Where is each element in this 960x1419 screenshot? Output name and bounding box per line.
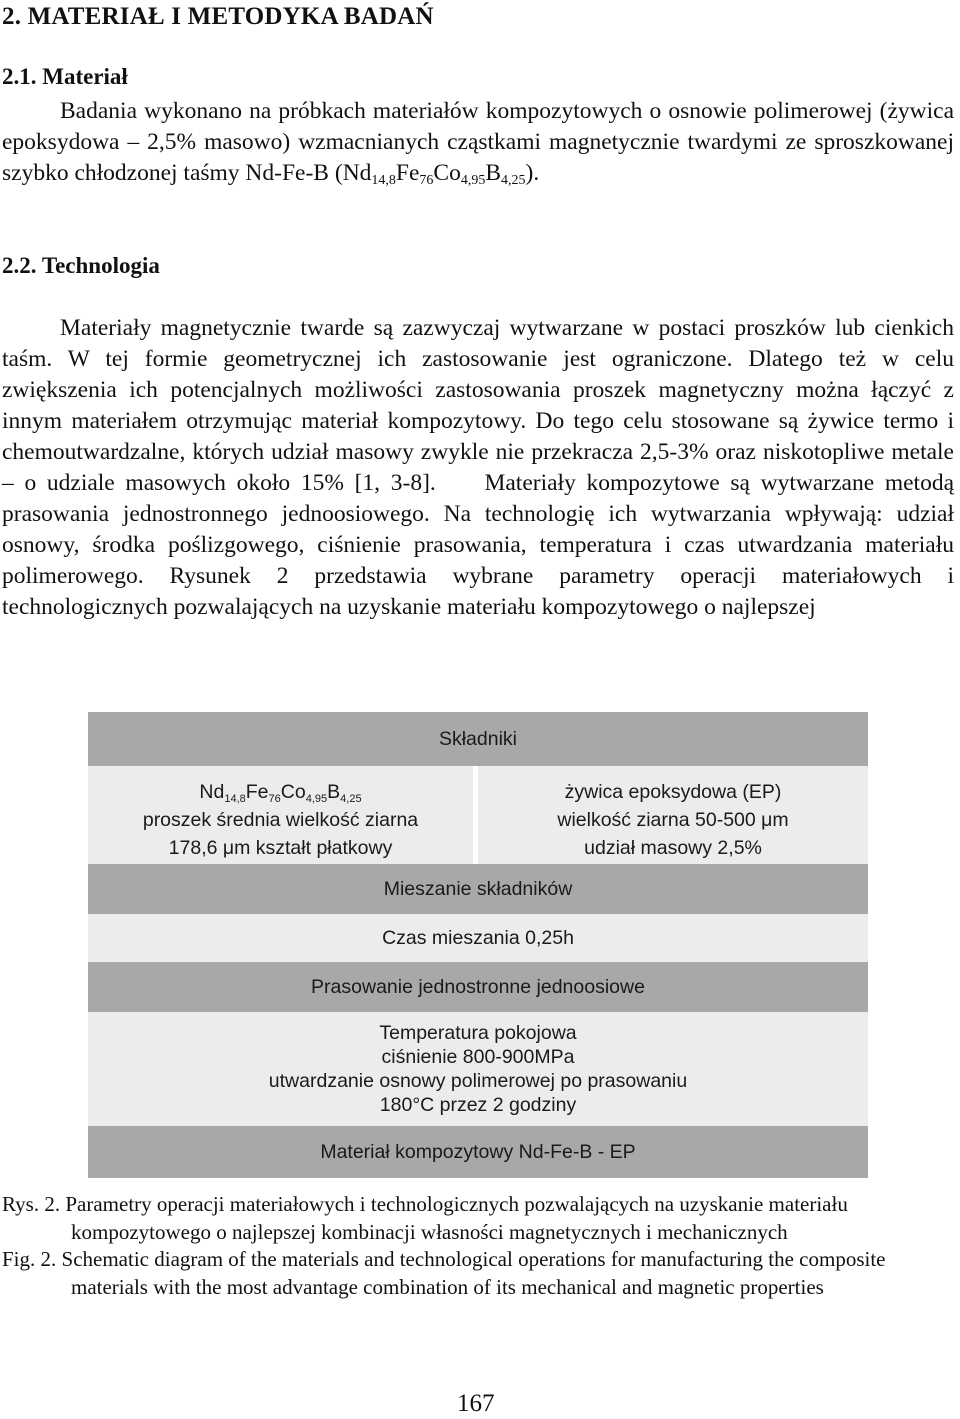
caption-polish bbox=[2, 1190, 960, 1246]
diagram-component-epoxy bbox=[478, 766, 868, 874]
paragraph-material-text: Badania wykonano na próbkach materiałów kompozytowych o osnowie polimerowej (żywica epoksydowa – 2,5% masowo) wzmacnianych cząstkami magnetycznie twardymi ze sproszkowanej szybko chłodzonej taśmy Nd-Fe-B ( bbox=[2, 98, 954, 186]
diagram-pressing: Prasowanie jednostronne jednoosiowe bbox=[88, 962, 868, 1012]
param-line-3: utwardzanie osnowy polimerowej po prasowaniu bbox=[268, 1070, 688, 1092]
ndfeb-line-3: 178,6 μm kształt płatkowy bbox=[168, 837, 393, 859]
formula-nd: Nd bbox=[342, 160, 372, 186]
paragraph-material bbox=[2, 96, 954, 189]
ndfeb-co-sub: 4,95 bbox=[305, 793, 328, 805]
caption-english-line-1: Schematic diagram of the materials and technological operations for manufacturing the composite bbox=[61, 1247, 886, 1271]
ndfeb-b: B bbox=[327, 781, 341, 803]
diagram-header: Składniki bbox=[88, 712, 868, 766]
diagram-result: Materiał kompozytowy Nd-Fe-B - EP bbox=[88, 1126, 868, 1178]
caption-english-label: Fig. 2. bbox=[2, 1247, 57, 1271]
paragraph-technology-text-2: Materiały kompozytowe są wytwarzane metodą prasowania jednostronnego jednoosiowego. Na technologię ich wytwarzania wpływają: udział osnowy, środka poślizgowego, ciśnienie prasowania, temperatura i czas utwardzania materiału polimerowego. Rysunek 2 przedstawia wybrane parametry operacji materiałowych i technologicznych pozwalających na uzyskanie materiału kompozytowego o najlepszej bbox=[2, 470, 955, 620]
param-line-1: Temperatura pokojowa bbox=[379, 1022, 577, 1044]
paragraph-technology bbox=[2, 313, 954, 623]
page-number: 167 bbox=[457, 1390, 495, 1417]
diagram-mixing: Mieszanie składników bbox=[88, 864, 868, 914]
ndfeb-formula bbox=[143, 778, 418, 806]
process-diagram bbox=[88, 712, 868, 1178]
subsection-title-material: 2.1. Materiał bbox=[2, 64, 128, 89]
ndfeb-co: Co bbox=[280, 781, 306, 803]
param-line-2: ciśnienie 800-900MPa bbox=[381, 1046, 575, 1068]
formula-co-sub: 4,95 bbox=[460, 173, 486, 188]
epoxy-line-3: udział masowy 2,5% bbox=[584, 837, 762, 859]
formula-end: ). bbox=[525, 160, 540, 186]
caption-english bbox=[2, 1245, 960, 1301]
section-title: 2. MATERIAŁ I METODYKA BADAŃ bbox=[2, 3, 434, 30]
param-line-4: 180°C przez 2 godziny bbox=[379, 1094, 577, 1116]
formula-co: Co bbox=[433, 160, 461, 186]
formula-nd-sub: 14,8 bbox=[371, 173, 396, 188]
formula-fe: Fe bbox=[395, 160, 420, 186]
caption-polish-line-2: kompozytowego o najlepszej kombinacji własności magnetycznych i mechanicznych bbox=[71, 1220, 788, 1244]
ndfeb-fe: Fe bbox=[245, 781, 269, 803]
formula-fe-sub: 76 bbox=[419, 173, 434, 188]
diagram-component-ndfeb bbox=[88, 766, 473, 874]
subsection-title-technology: 2.2. Technologia bbox=[2, 253, 160, 278]
caption-english-line-2: materials with the most advantage combination of its mechanical and magnetic properties bbox=[71, 1275, 824, 1299]
ndfeb-b-sub: 4,25 bbox=[340, 793, 362, 805]
caption-polish-label: Rys. 2. bbox=[2, 1192, 61, 1216]
ndfeb-line-2: proszek średnia wielkość ziarna bbox=[142, 809, 419, 831]
epoxy-line-1: żywica epoksydowa (EP) bbox=[564, 781, 782, 803]
ndfeb-nd: Nd bbox=[199, 781, 225, 803]
formula-b-sub: 4,25 bbox=[501, 173, 526, 188]
formula-b: B bbox=[485, 160, 502, 186]
diagram-parameters bbox=[88, 1012, 868, 1126]
paragraph-technology-text-1: Materiały magnetycznie twarde są zazwyczaj wytwarzane w postaci proszków lub cienkich taśm. W tej formie geometrycznej ich zastosowanie jest ograniczone. Dlatego też w celu zwiększenia ich potencjalnych możliwości zastosowania proszek magnetyczny można łączyć z innym materiałem otrzymując materiał kompozytowy. Do tego celu stosowane są żywice termo i chemoutwardzalne, których udział masowy zwykle nie przekracza 2,5-3% oraz niskotopliwe metale – o udziale masowych około 15% [1, 3-8]. bbox=[2, 315, 954, 496]
ndfeb-nd-sub: 14,8 bbox=[224, 793, 246, 805]
caption-polish-line-1: Parametry operacji materiałowych i technologicznych pozwalających na uzyskanie materiału bbox=[65, 1192, 848, 1216]
epoxy-line-2: wielkość ziarna 50-500 μm bbox=[557, 809, 789, 831]
diagram-mixing-time: Czas mieszania 0,25h bbox=[88, 914, 868, 962]
ndfeb-fe-sub: 76 bbox=[268, 793, 281, 805]
